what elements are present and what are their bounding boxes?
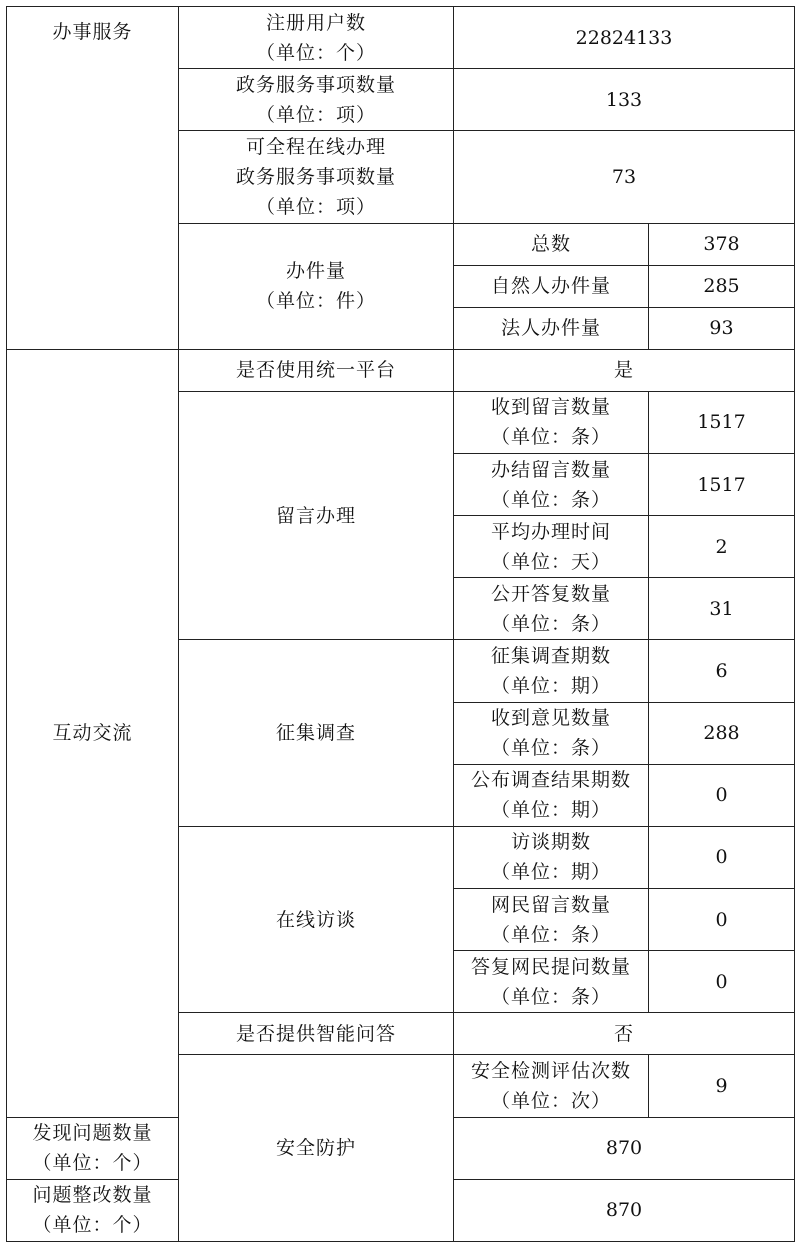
survey-opinions-label: 收到意见数量 （单位：条） — [454, 702, 649, 764]
registered-users-label: 注册用户数 （单位：个） — [179, 7, 454, 69]
table-row — [7, 7, 795, 69]
survey-results-label: 公布调查结果期数 （单位：期） — [454, 764, 649, 826]
issues-found-value: 870 — [454, 1117, 795, 1179]
survey-periods-label: 征集调查期数 （单位：期） — [454, 640, 649, 702]
messages-received-label: 收到留言数量 （单位：条） — [454, 391, 649, 453]
interview-netizen-msgs-label: 网民留言数量 （单位：条） — [454, 889, 649, 951]
survey-results-value: 0 — [649, 764, 795, 826]
section-label-service: 办事服务 — [7, 7, 179, 350]
interview-netizen-msgs-value: 0 — [649, 889, 795, 951]
cases-label: 办件量 （单位：件） — [179, 223, 454, 349]
interview-periods-label: 访谈期数 （单位：期） — [454, 826, 649, 888]
messages-label: 留言办理 — [179, 391, 454, 640]
cases-legal-label: 法人办件量 — [454, 307, 649, 349]
issues-fixed-label: 问题整改数量 （单位：个） — [7, 1179, 179, 1241]
messages-completed-label: 办结留言数量 （单位：条） — [454, 454, 649, 516]
cases-total-label: 总数 — [454, 223, 649, 265]
assessments-value: 9 — [649, 1055, 795, 1117]
cases-total-value: 378 — [649, 223, 795, 265]
government-website-stats-table — [6, 6, 795, 1242]
issues-fixed-value: 870 — [454, 1179, 795, 1241]
interview-replies-label: 答复网民提问数量 （单位：条） — [454, 951, 649, 1013]
online-items-value: 73 — [454, 131, 795, 223]
assessments-label: 安全检测评估次数 （单位：次） — [454, 1055, 649, 1117]
online-items-label: 可全程在线办理 政务服务事项数量 （单位：项） — [179, 131, 454, 223]
smart-qa-value: 否 — [454, 1013, 795, 1055]
interview-periods-value: 0 — [649, 826, 795, 888]
smart-qa-label: 是否提供智能问答 — [179, 1013, 454, 1055]
interview-replies-value: 0 — [649, 951, 795, 1013]
registered-users-value: 22824133 — [454, 7, 795, 69]
survey-opinions-value: 288 — [649, 702, 795, 764]
section-label-security: 安全防护 — [179, 1055, 454, 1242]
messages-received-value: 1517 — [649, 391, 795, 453]
cases-natural-value: 285 — [649, 265, 795, 307]
service-items-label: 政务服务事项数量 （单位：项） — [179, 69, 454, 131]
unified-platform-value: 是 — [454, 349, 795, 391]
cases-natural-label: 自然人办件量 — [454, 265, 649, 307]
messages-avg-time-label: 平均办理时间 （单位：天） — [454, 516, 649, 578]
service-items-value: 133 — [454, 69, 795, 131]
unified-platform-label: 是否使用统一平台 — [179, 349, 454, 391]
cases-legal-value: 93 — [649, 307, 795, 349]
messages-completed-value: 1517 — [649, 454, 795, 516]
issues-found-label: 发现问题数量 （单位：个） — [7, 1117, 179, 1179]
survey-label: 征集调查 — [179, 640, 454, 826]
messages-public-value: 31 — [649, 578, 795, 640]
messages-public-label: 公开答复数量 （单位：条） — [454, 578, 649, 640]
survey-periods-value: 6 — [649, 640, 795, 702]
section-label-interaction: 互动交流 — [7, 349, 179, 1117]
table-row — [7, 349, 795, 391]
interview-label: 在线访谈 — [179, 826, 454, 1012]
messages-avg-time-value: 2 — [649, 516, 795, 578]
